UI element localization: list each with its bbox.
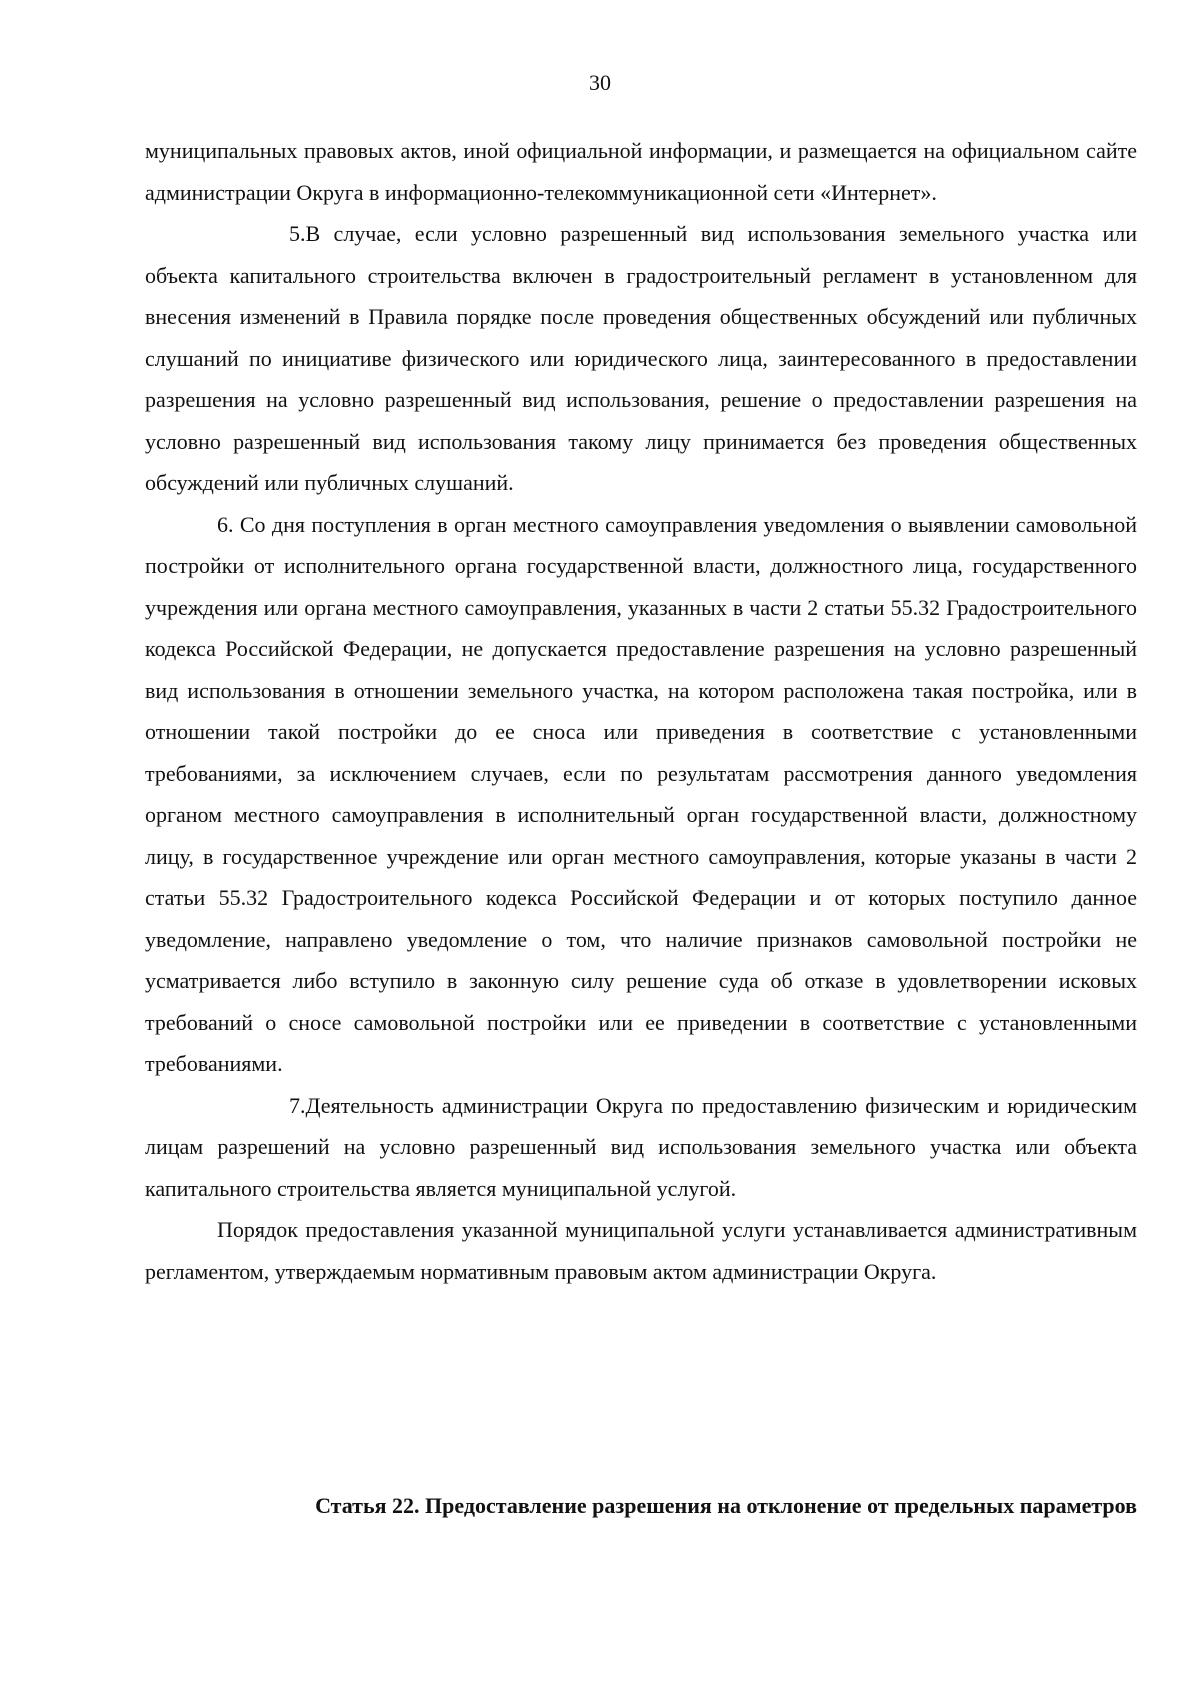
article-heading: Статья 22. Предоставление разрешения на отклонение от предельных параметров bbox=[315, 1493, 1137, 1518]
paragraph-item-5 bbox=[145, 213, 1137, 504]
paragraph-item-6 bbox=[145, 504, 1137, 1085]
paragraph-procedure bbox=[145, 1209, 1137, 1292]
paragraph-text: В случае, если условно разрешенный вид использования земельного участка или объекта капитального строительства включен в градостроительный регламент в установленном для внесения изменений в Правила порядке после проведения общественных обсуждений или публичных слушаний по инициативе физического или юридического лица, заинтересованного в предоставлении разрешения на условно разрешенный вид использования, решение о предоставлении разрешения на условно разрешенный вид использования такому лицу принимается без проведения общественных обсуждений или публичных слушаний. bbox=[145, 221, 1137, 495]
paragraph-text: муниципальных правовых актов, иной официальной информации, и размещается на официальном сайте администрации Округа в информационно-телекоммуникационной сети «Интернет». bbox=[145, 138, 1137, 205]
paragraph-text: Порядок предоставления указанной муниципальной услуги устанавливается административным регламентом, утверждаемым нормативным правовым актом администрации Округа. bbox=[145, 1217, 1137, 1284]
page-number: 30 bbox=[589, 70, 611, 95]
paragraph-text: Деятельность администрации Округа по предоставлению физическим и юридическим лицам разрешений на условно разрешенный вид использования земельного участка или объекта капитального строительства является муниципальной услугой. bbox=[145, 1092, 1137, 1201]
document-body bbox=[145, 130, 1137, 1292]
paragraph-continuation bbox=[145, 130, 1137, 213]
paragraph-number: 5. bbox=[289, 221, 306, 246]
paragraph-item-7 bbox=[145, 1085, 1137, 1210]
paragraph-number: 7. bbox=[289, 1092, 306, 1118]
paragraph-text: 6. Со дня поступления в орган местного самоуправления уведомления о выявлении самовольной постройки от исполнительного органа государственной власти, должностного лица, государственного учреждения или органа местного самоуправления, указанных в части 2 статьи 55.32 Градостроительного кодекса Российской Федерации, не допускается предоставление разрешения на условно разрешенный вид использования в отношении земельного участка, на котором расположена такая постройка, или в отношении такой постройки до ее сноса или приведения в соответствие с установленными требованиями, за исключением случаев, если по результатам рассмотрения данного уведомления органом местного самоуправления в исполнительный орган государственной власти, должностному лицу, в государственное учреждение или орган местного самоуправления, которые указаны в части 2 статьи 55.32 Градостроительного кодекса Российской Федерации и от которых поступило данное уведомление, направлено уведомление о том, что наличие признаков самовольной постройки не усматривается либо вступило в законную силу решение суда об отказе в удовлетворении исковых требований о сносе самовольной постройки или ее приведении в соответствие с установленными требованиями. bbox=[145, 511, 1137, 1076]
